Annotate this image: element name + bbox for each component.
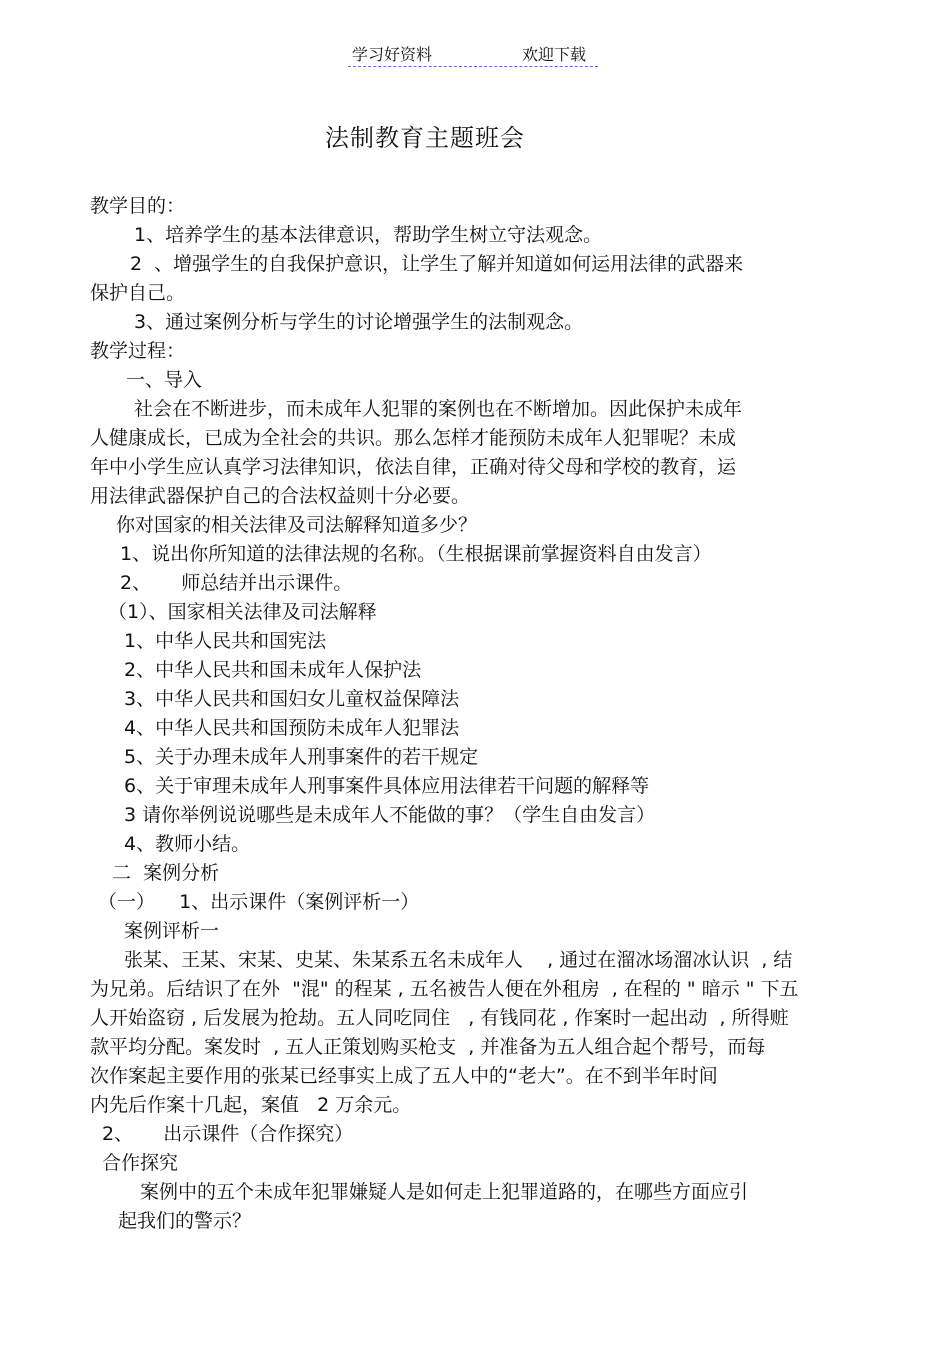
page-header bbox=[348, 40, 598, 67]
text-line: 人开始盗窃 , 后发展为抢劫。五人同吃同住 , 有钱同花 , 作案时一起出动 , 所得赃 bbox=[90, 1007, 789, 1029]
header-right-text: 欢迎下载 bbox=[522, 45, 587, 64]
text-line: 款平均分配。案发时 , 五人正策划购买枪支 , 并准备为五人组合起个帮号，而每 bbox=[90, 1036, 766, 1058]
text-line: 案例评析一 bbox=[124, 920, 220, 942]
text-line: 2 、增强学生的自我保护意识，让学生了解并知道如何运用法律的武器来 bbox=[130, 253, 744, 275]
text-line: 用法律武器保护自己的合法权益则十分必要。 bbox=[90, 485, 471, 507]
header-left-text: 学习好资料 bbox=[352, 45, 433, 64]
text-line: 为兄弟。后结识了在外 "混" 的程某 , 五名被告人便在外租房 , 在程的 " 暗示 " 下五 bbox=[90, 978, 799, 1000]
text-line: 二 案例分析 bbox=[112, 862, 220, 884]
text-line: 你对国家的相关法律及司法解释知道多少？ bbox=[116, 514, 478, 536]
text-line: 张某、王某、宋某、史某、朱某系五名未成年人 , 通过在溜冰场溜冰认识 , 结 bbox=[124, 949, 793, 971]
text-line: 起我们的警示？ bbox=[118, 1210, 252, 1232]
text-line: 2、 师总结并出示课件。 bbox=[120, 572, 353, 594]
text-line: 5、关于办理未成年人刑事案件的若干规定 bbox=[124, 746, 479, 768]
text-line: （1）、国家相关法律及司法解释 bbox=[108, 601, 377, 623]
text-line: 1、中华人民共和国宪法 bbox=[124, 630, 327, 652]
text-line: 6、关于审理未成年人刑事案件具体应用法律若干问题的解释等 bbox=[124, 775, 650, 797]
text-line: 4、教师小结。 bbox=[124, 833, 251, 855]
text-line: 3、通过案例分析与学生的讨论增强学生的法制观念。 bbox=[134, 311, 584, 333]
text-line: 次作案起主要作用的张某已经事实上成了五人中的“老大”。在不到半年时间 bbox=[90, 1065, 718, 1087]
text-line: 教学过程： bbox=[90, 340, 186, 362]
text-line: 3、中华人民共和国妇女儿童权益保障法 bbox=[124, 688, 460, 710]
text-line: 社会在不断进步，而未成年人犯罪的案例也在不断增加。因此保护未成年 bbox=[134, 398, 743, 420]
text-line: 3 请你举例说说哪些是未成年人不能做的事？（学生自由发言） bbox=[124, 804, 656, 826]
text-line: 案例中的五个未成年犯罪嫌疑人是如何走上犯罪道路的，在哪些方面应引 bbox=[140, 1181, 749, 1203]
text-line: 1、培养学生的基本法律意识，帮助学生树立守法观念。 bbox=[134, 224, 603, 246]
text-line: 年中小学生应认真学习法律知识，依法自律，正确对待父母和学校的教育，运 bbox=[90, 456, 737, 478]
text-line: 保护自己。 bbox=[90, 282, 186, 304]
text-line: 1、说出你所知道的法律法规的名称。（生根据课前掌握资料自由发言） bbox=[120, 543, 712, 565]
text-line: 人健康成长，已成为全社会的共识。那么怎样才能预防未成年人犯罪呢？未成 bbox=[90, 427, 737, 449]
text-line: （一） 1、出示课件（案例评析一） bbox=[98, 891, 420, 913]
document-title: 法制教育主题班会 bbox=[325, 124, 525, 152]
text-line: 内先后作案十几起，案值 2 万余元。 bbox=[90, 1094, 412, 1116]
text-line: 2、中华人民共和国未成年人保护法 bbox=[124, 659, 422, 681]
text-line: 一、导入 bbox=[126, 369, 203, 391]
text-line: 合作探究 bbox=[102, 1152, 179, 1174]
text-line: 2、 出示课件（合作探究） bbox=[102, 1123, 354, 1145]
text-line: 4、中华人民共和国预防未成年人犯罪法 bbox=[124, 717, 460, 739]
text-line: 教学目的： bbox=[90, 195, 186, 217]
